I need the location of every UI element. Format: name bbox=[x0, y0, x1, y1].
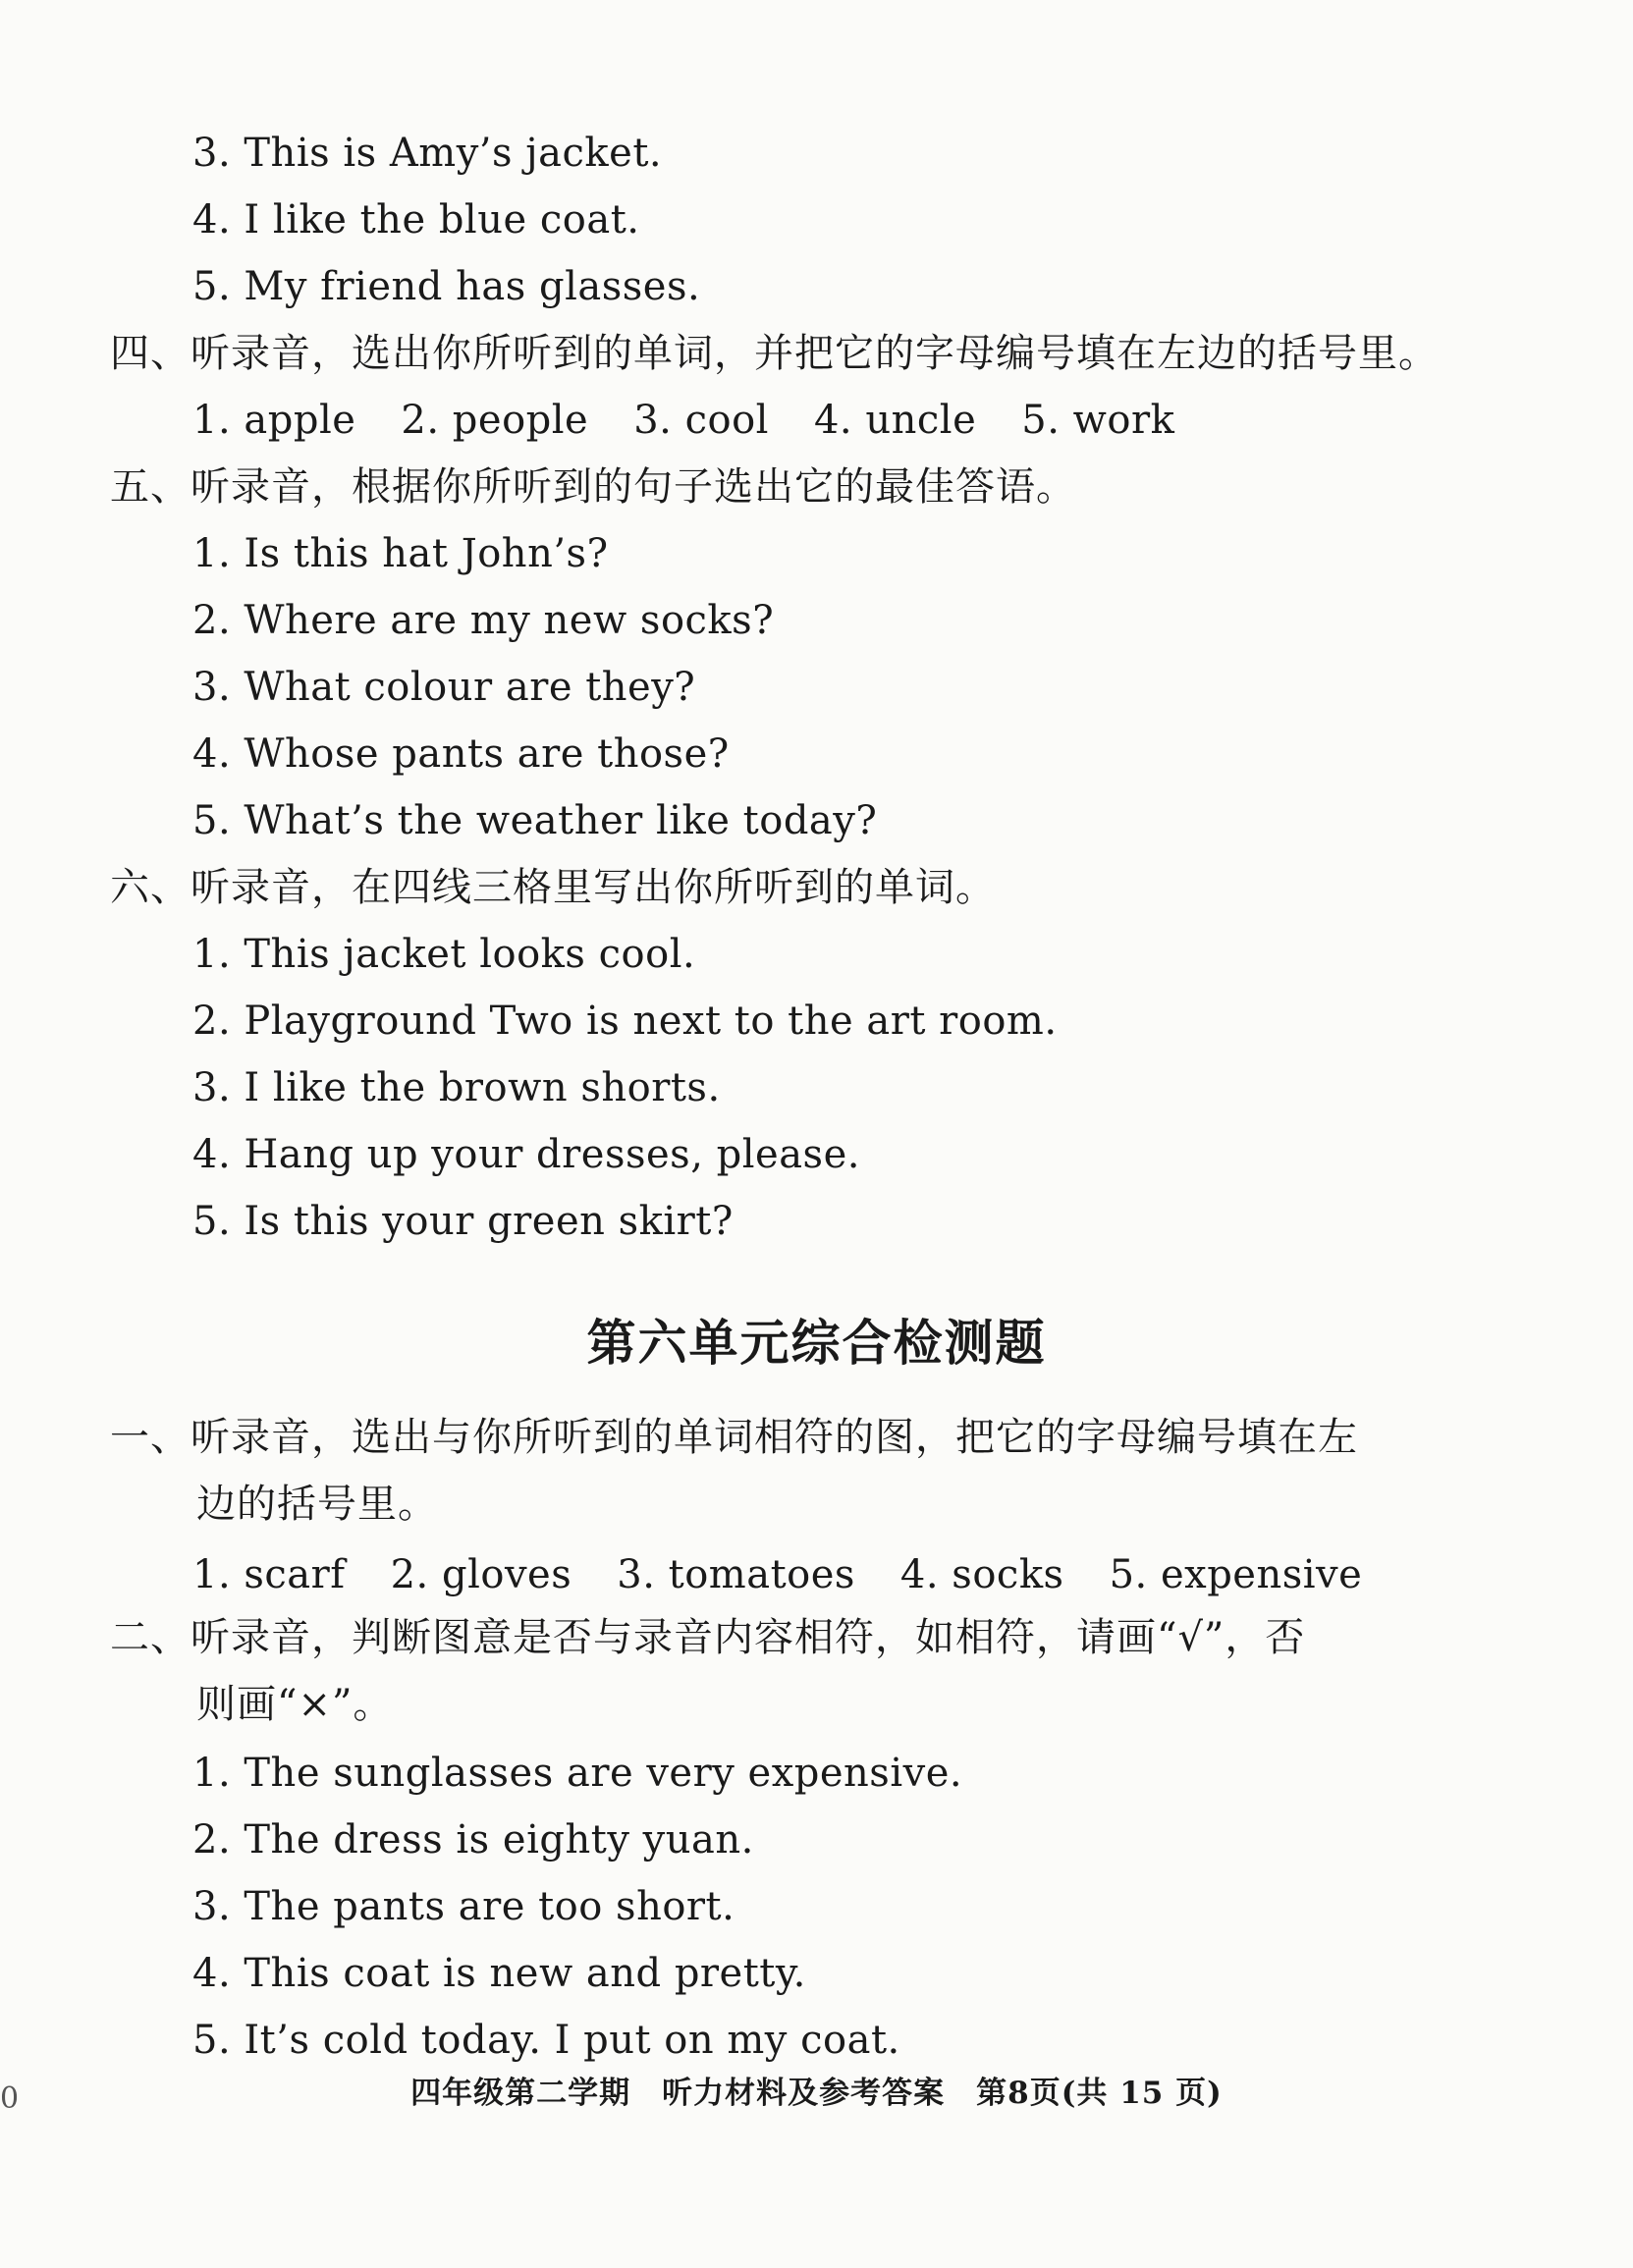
part4-word-list bbox=[192, 397, 1220, 444]
part6-item-5: 5. Is this your green skirt? bbox=[192, 1199, 734, 1244]
part6-heading: 六、听录音，在四线三格里写出你所听到的单词。 bbox=[110, 865, 996, 910]
unit6-part1-word: 4. socks bbox=[899, 1552, 1064, 1597]
part6-item-4: 4. Hang up your dresses, please. bbox=[192, 1132, 860, 1177]
part4-word: 1. apple bbox=[192, 398, 356, 443]
unit6-part2-item-2: 2. The dress is eighty yuan. bbox=[192, 1817, 754, 1863]
prev-item-3: 3. This is Amy’s jacket. bbox=[192, 131, 663, 176]
unit6-part2-heading-line1: 二、听录音，判断图意是否与录音内容相符，如相符，请画“√”，否 bbox=[110, 1615, 1306, 1660]
part5-item-5: 5. What’s the weather like today? bbox=[192, 798, 878, 843]
unit6-part1-word-list bbox=[192, 1551, 1407, 1598]
part4-word: 3. cool bbox=[633, 398, 769, 443]
page-footer: 四年级第二学期 听力材料及参考答案 第8页(共 15 页) bbox=[410, 2076, 1223, 2111]
unit6-part2-heading-line2: 则画“×”。 bbox=[196, 1682, 394, 1727]
prev-item-4: 4. I like the blue coat. bbox=[192, 197, 640, 243]
part4-word: 5. work bbox=[1021, 398, 1175, 443]
unit6-part2-item-1: 1. The sunglasses are very expensive. bbox=[192, 1751, 963, 1796]
unit6-part1-word: 1. scarf bbox=[192, 1552, 346, 1597]
part4-word: 4. uncle bbox=[813, 398, 977, 443]
part5-item-2: 2. Where are my new socks? bbox=[192, 598, 775, 643]
edge-mark: 0 bbox=[0, 2081, 20, 2116]
unit6-part2-item-4: 4. This coat is new and pretty. bbox=[192, 1951, 806, 1996]
unit6-title: 第六单元综合检测题 bbox=[586, 1314, 1047, 1372]
unit6-part2-item-3: 3. The pants are too short. bbox=[192, 1884, 735, 1929]
unit6-part1-word: 2. gloves bbox=[390, 1552, 572, 1597]
part5-item-4: 4. Whose pants are those? bbox=[192, 731, 730, 777]
unit6-part2-item-5: 5. It’s cold today. I put on my coat. bbox=[192, 2018, 900, 2063]
unit6-part1-word: 3. tomatoes bbox=[617, 1552, 855, 1597]
part5-item-1: 1. Is this hat John’s? bbox=[192, 531, 609, 576]
part6-item-1: 1. This jacket looks cool. bbox=[192, 932, 696, 977]
part5-item-3: 3. What colour are they? bbox=[192, 665, 696, 710]
unit6-part1-heading-line1: 一、听录音，选出与你所听到的单词相符的图，把它的字母编号填在左 bbox=[110, 1415, 1358, 1460]
unit6-part1-word: 5. expensive bbox=[1109, 1552, 1363, 1597]
part4-heading: 四、听录音，选出你所听到的单词，并把它的字母编号填在左边的括号里。 bbox=[110, 331, 1439, 376]
prev-item-5: 5. My friend has glasses. bbox=[192, 264, 701, 309]
part4-word: 2. people bbox=[401, 398, 589, 443]
part6-item-3: 3. I like the brown shorts. bbox=[192, 1065, 721, 1110]
unit6-part1-heading-line2: 边的括号里。 bbox=[196, 1482, 438, 1527]
part6-item-2: 2. Playground Two is next to the art room. bbox=[192, 999, 1058, 1044]
part5-heading: 五、听录音，根据你所听到的句子选出它的最佳答语。 bbox=[110, 464, 1076, 510]
